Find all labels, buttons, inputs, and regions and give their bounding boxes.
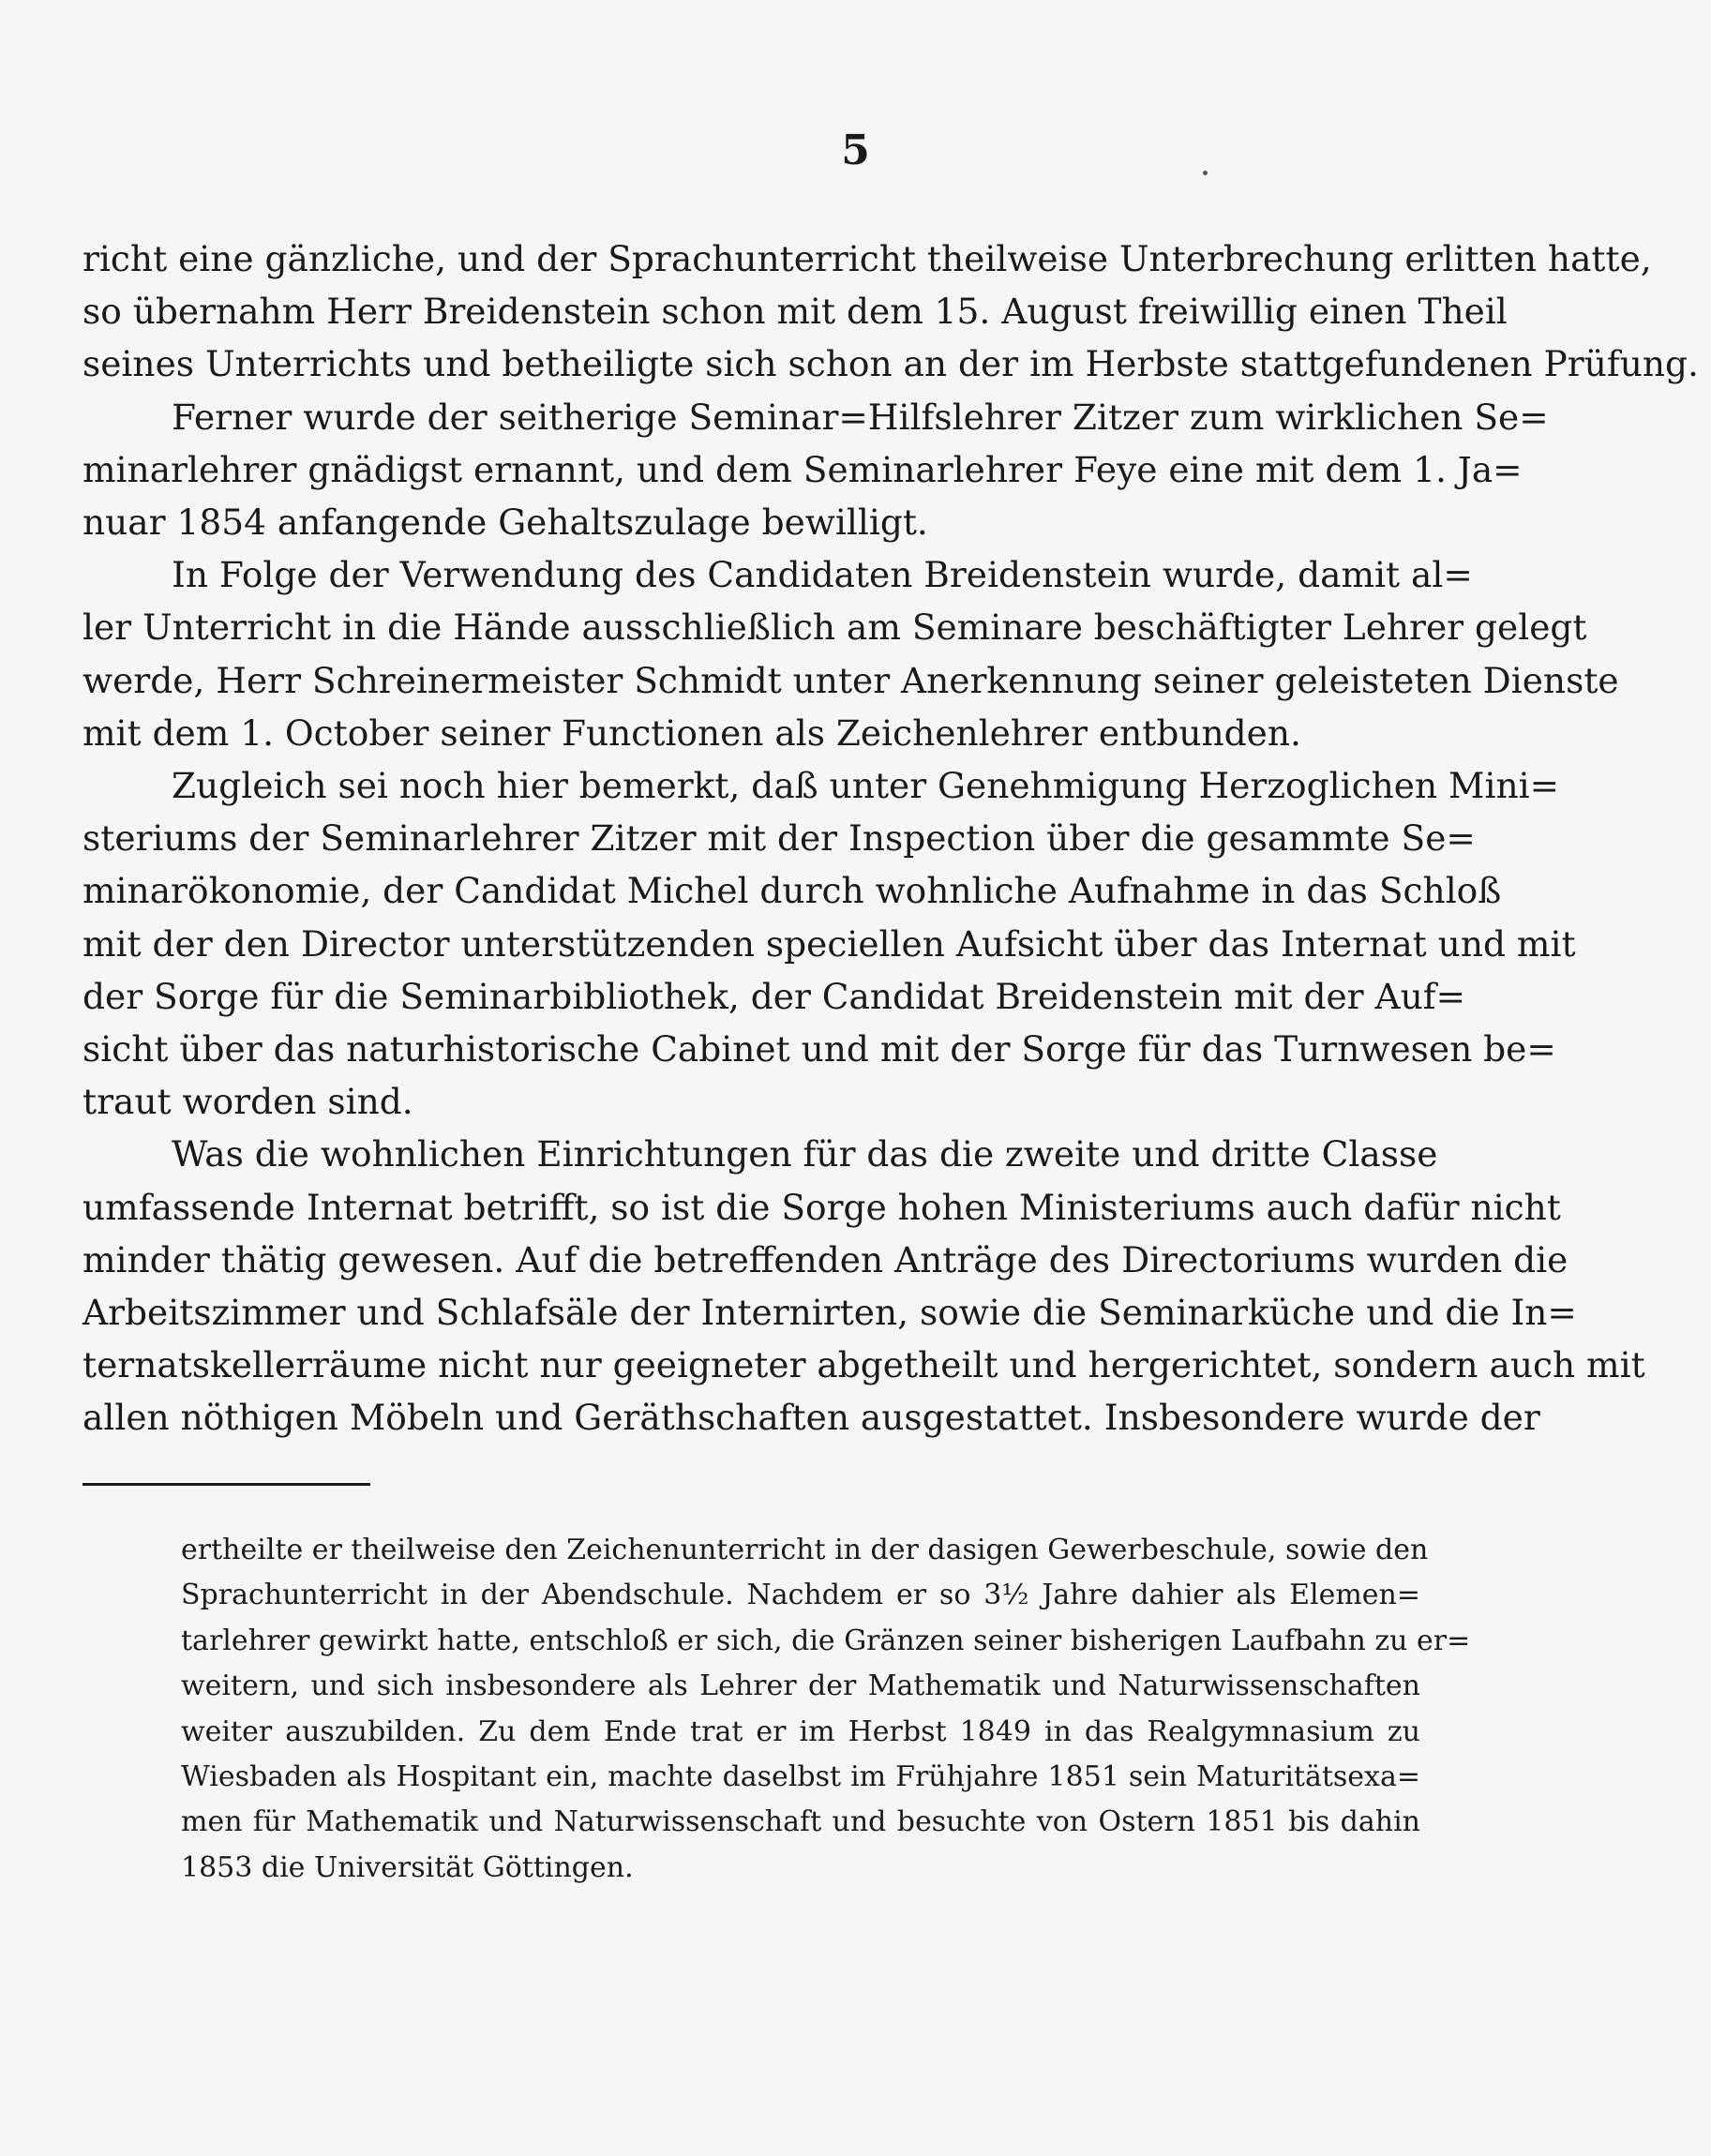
text-line: minder thätig gewesen. Auf die betreffenden Anträge des Directoriums wurden die [83, 1238, 1568, 1280]
text-line: Was die wohnlichen Einrichtungen für das die zweite und dritte Classe [172, 1133, 1438, 1175]
footnote [181, 1528, 1471, 1891]
paragraph [83, 391, 1549, 549]
text-line: traut worden sind. [83, 1081, 413, 1123]
text-line: nuar 1854 anfangende Gehaltszulage bewilligt. [83, 502, 928, 544]
paragraph [83, 1128, 1645, 1444]
text-line: minarlehrer gnädigst ernannt, und dem Seminarlehrer Feye eine mit dem 1. Ja= [83, 448, 1523, 490]
text-line: Ferner wurde der seitherige Seminar=Hilfslehrer Zitzer zum wirklichen Se= [172, 396, 1549, 438]
text-line: allen nöthigen Möbeln und Geräthschaften ausgestattet. Insbesondere wurde der [83, 1397, 1540, 1439]
text-line: Zugleich sei noch hier bemerkt, daß unter Genehmigung Herzoglichen Mini= [172, 765, 1560, 807]
text-line: mit dem 1. October seiner Functionen als Zeichenlehrer entbunden. [83, 711, 1301, 754]
text-line: richt eine gänzliche, und der Sprachunterricht theilweise Unterbrechung erlitten hatte, [83, 238, 1652, 279]
footnote-line: weiter auszubilden. Zu dem Ende trat er im Herbst 1849 in das Realgymnasium zu [181, 1714, 1420, 1748]
footnote-line: men für Mathematik und Naturwissenschaft und besuchte von Ostern 1851 bis dahin [181, 1805, 1420, 1839]
footnote-line: Wiesbaden als Hospitant ein, machte daselbst im Frühjahre 1851 sein Maturitätsexa= [181, 1760, 1420, 1794]
footnote-divider [83, 1483, 370, 1486]
paragraph [83, 759, 1576, 1128]
text-line: mit der den Director unterstützenden speciellen Aufsicht über das Internat und mit [83, 922, 1576, 965]
text-line: seines Unterrichts und betheiligte sich schon an der im Herbste stattgefundenen Prüfung. [83, 343, 1699, 385]
text-line: steriums der Seminarlehrer Zitzer mit der Inspection über die gesammte Se= [83, 817, 1476, 860]
footnote-line: tarlehrer gewirkt hatte, entschloß er sich, die Gränzen seiner bisherigen Laufbahn zu er= [181, 1624, 1471, 1657]
text-line: so übernahm Herr Breidenstein schon mit dem 15. August freiwillig einen Theil [83, 291, 1508, 333]
text-line: minarökonomie, der Candidat Michel durch wohnliche Aufnahme in das Schloß [83, 870, 1502, 912]
text-line: Arbeitszimmer und Schlafsäle der Internirten, sowie die Seminarküche und die In= [83, 1292, 1577, 1334]
page-number: 5 [841, 127, 870, 174]
text-line: ternatskellerräume nicht nur geeigneter abgetheilt und hergerichtet, sondern auch mit [83, 1344, 1645, 1386]
text-line: der Sorge für die Seminarbibliothek, der Candidat Breidenstein mit der Auf= [83, 975, 1466, 1017]
footnote-line: 1853 die Universität Göttingen. [181, 1850, 634, 1884]
text-line: ler Unterricht in die Hände ausschließlich am Seminare beschäftigter Lehrer gelegt [83, 606, 1587, 649]
text-line: umfassende Internat betrifft, so ist die Sorge hohen Ministeriums auch dafür nicht [83, 1186, 1561, 1228]
paragraph [83, 232, 1699, 391]
text-line: werde, Herr Schreinermeister Schmidt unter Anerkennung seiner geleisteten Dienste [83, 659, 1619, 701]
footnote-line: weitern, und sich insbesondere als Lehrer der Mathematik und Naturwissenschaften [181, 1669, 1420, 1703]
main-text [83, 232, 1699, 1445]
text-line: In Folge der Verwendung des Candidaten Breidenstein wurde, damit al= [172, 554, 1473, 596]
paragraph [83, 548, 1619, 759]
ink-speck [1203, 171, 1208, 175]
text-line: sicht über das naturhistorische Cabinet und mit der Sorge für das Turnwesen be= [83, 1028, 1556, 1071]
footnote-line: Sprachunterricht in der Abendschule. Nachdem er so 3½ Jahre dahier als Elemen= [181, 1579, 1420, 1612]
footnote-line: ertheilte er theilweise den Zeichenunterricht in der dasigen Gewerbeschule, sowie den [181, 1534, 1429, 1566]
